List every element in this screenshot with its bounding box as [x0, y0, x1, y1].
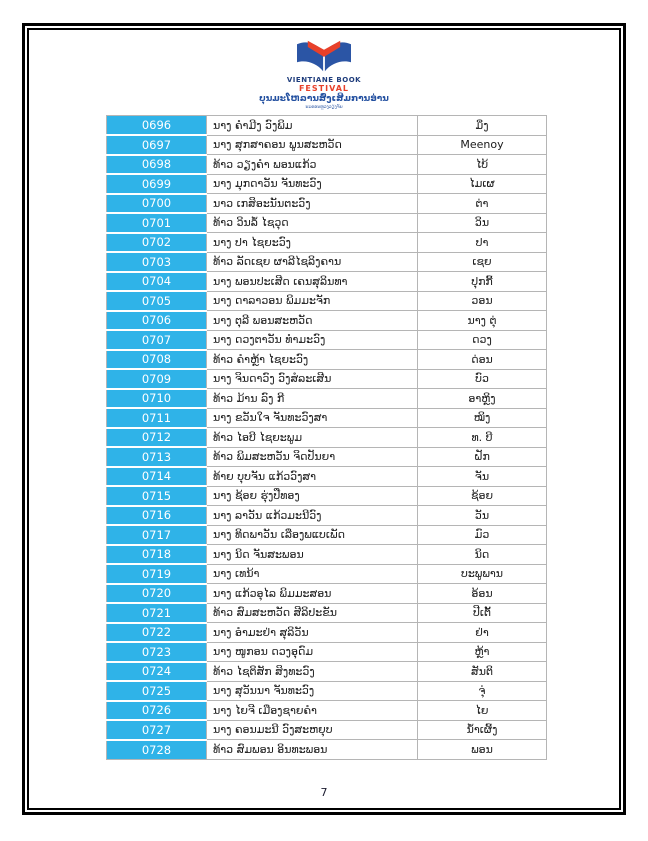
- participant-id-cell: 0722: [107, 623, 207, 643]
- participant-name-cell: ທ້າວ ວຽງຄຳ ພອນແກ້ວ: [207, 155, 418, 175]
- participant-name-cell: ນາງ ສຸກສາຄອນ ພູນສະຫວັດ: [207, 135, 418, 155]
- participant-name-cell: ນາງ ຄອນມະນີ ວົງສະຫຍຸບ: [207, 720, 418, 740]
- table-row: [107, 311, 547, 331]
- participant-id-cell: 0714: [107, 467, 207, 487]
- table-row: [107, 155, 547, 175]
- participant-nickname-cell: ບົວ: [418, 369, 547, 389]
- table-row: [107, 467, 547, 487]
- participant-id-cell: 0723: [107, 642, 207, 662]
- participant-name-cell: ທ້າວ ມ້ານ ລົງ ກີ: [207, 389, 418, 409]
- participant-nickname-cell: ຝັກ: [418, 447, 547, 467]
- table-row: [107, 272, 547, 292]
- participant-id-cell: 0703: [107, 252, 207, 272]
- participant-id-cell: 0711: [107, 408, 207, 428]
- participant-id-cell: 0705: [107, 291, 207, 311]
- participant-nickname-cell: ໄບ້: [418, 155, 547, 175]
- table-row: [107, 369, 547, 389]
- participant-name-cell: ນາງ ຕຸລີ ພອນສະຫວັດ: [207, 311, 418, 331]
- participant-id-cell: 0726: [107, 701, 207, 721]
- participant-nickname-cell: ໝິງ: [418, 408, 547, 428]
- open-book-icon: [295, 38, 353, 74]
- participant-id-cell: 0696: [107, 116, 207, 136]
- participant-nickname-cell: ໄຍ: [418, 701, 547, 721]
- logo-subtitle: FESTIVAL: [298, 84, 350, 94]
- participant-name-cell: ນາງ ທິດພາວັນ ເລືອງພແບເພັດ: [207, 525, 418, 545]
- table-row: [107, 642, 547, 662]
- participant-name-cell: ນາງ ຊ້ອຍ ຮຸ່ງປືທອງ: [207, 486, 418, 506]
- participant-nickname-cell: ອ້ອນ: [418, 584, 547, 604]
- logo-lao-subtitle: ນະຄອນຫຼວງວຽງຈັນ: [305, 104, 343, 110]
- participant-name-cell: ນາງ ສຸວັນນາ ຈັນທະວົງ: [207, 681, 418, 701]
- participant-name-cell: ນາງ ເທນ້າ: [207, 564, 418, 584]
- table-row: [107, 662, 547, 682]
- participant-id-cell: 0717: [107, 525, 207, 545]
- participant-id-cell: 0706: [107, 311, 207, 331]
- table-row: [107, 135, 547, 155]
- participant-nickname-cell: ດວງ: [418, 330, 547, 350]
- participant-id-cell: 0721: [107, 603, 207, 623]
- participant-name-cell: ນາວ ເກສິອະນັນຕະວົງ: [207, 194, 418, 214]
- participant-nickname-cell: ຢ່າ: [418, 623, 547, 643]
- participant-name-cell: ທ້າວ ໄຊຕິສັກ ສິງທະວົງ: [207, 662, 418, 682]
- participant-name-cell: ທ້າວ ໄອບີ ໄຊຍະພູມ: [207, 428, 418, 448]
- participant-name-cell: ນາງ ດາລາວອນ ພິມມະຈັກ: [207, 291, 418, 311]
- participant-nickname-cell: ສັນຕິ: [418, 662, 547, 682]
- table-row: [107, 428, 547, 448]
- participant-name-cell: ທ້າວ ວິນລໍ້ ໄຊວຸດ: [207, 213, 418, 233]
- participant-nickname-cell: ຈັນ: [418, 467, 547, 487]
- participant-nickname-cell: ຊ້ອຍ: [418, 486, 547, 506]
- participant-nickname-cell: ນາງ ຕຸ່: [418, 311, 547, 331]
- participant-name-cell: ນາງ ຈິນດາວົງ ວົງສໍລະເສີນ: [207, 369, 418, 389]
- participant-nickname-cell: ນ້ຳເຜິ້ງ: [418, 720, 547, 740]
- table-row: [107, 447, 547, 467]
- participant-id-cell: 0699: [107, 174, 207, 194]
- participant-id-cell: 0701: [107, 213, 207, 233]
- table-row: [107, 408, 547, 428]
- participant-name-cell: ນາງ ມຸກດາວັນ ຈັນທະວົງ: [207, 174, 418, 194]
- participant-name-cell: ນາງ ໜູກອນ ດວງອຸດົມ: [207, 642, 418, 662]
- participant-name-cell: ທ້າວ ສົມພອນ ອິນທະພອນ: [207, 740, 418, 760]
- participant-name-cell: ນາງ ພອນປະເສີດ ເຄນສຸລິນທາ: [207, 272, 418, 292]
- table-row: [107, 506, 547, 526]
- table-row: [107, 525, 547, 545]
- participant-id-cell: 0704: [107, 272, 207, 292]
- participant-nickname-cell: ເຊຍ: [418, 252, 547, 272]
- participant-id-cell: 0702: [107, 233, 207, 253]
- participant-id-cell: 0715: [107, 486, 207, 506]
- participant-nickname-cell: ຫຼ້າ: [418, 642, 547, 662]
- participant-id-cell: 0728: [107, 740, 207, 760]
- table-row: [107, 350, 547, 370]
- participant-nickname-cell: ວອນ: [418, 291, 547, 311]
- participant-name-cell: ນາງ ແກ້ວອຸໄລ ພິມມະສອນ: [207, 584, 418, 604]
- logo-title: VIENTIANE BOOK: [286, 76, 362, 84]
- participant-id-cell: 0700: [107, 194, 207, 214]
- participant-nickname-cell: ນິດ: [418, 545, 547, 565]
- participant-nickname-cell: ມິ່ງ: [418, 116, 547, 136]
- table-row: [107, 486, 547, 506]
- participant-nickname-cell: ຕ່າ: [418, 194, 547, 214]
- participant-id-cell: 0724: [107, 662, 207, 682]
- participant-name-cell: ນາງ ຂວັນໃຈ ຈັນທະວົງສາ: [207, 408, 418, 428]
- table-row: [107, 330, 547, 350]
- table-row: [107, 116, 547, 136]
- table-row: [107, 701, 547, 721]
- participant-nickname-cell: Meenoy: [418, 135, 547, 155]
- participant-nickname-cell: ປາ: [418, 233, 547, 253]
- participant-nickname-cell: ໄມເຜ: [418, 174, 547, 194]
- participant-id-cell: 0716: [107, 506, 207, 526]
- table-row: [107, 252, 547, 272]
- table-row: [107, 584, 547, 604]
- participant-id-cell: 0709: [107, 369, 207, 389]
- participant-nickname-cell: ທ. ບີ: [418, 428, 547, 448]
- table-row: [107, 603, 547, 623]
- participant-name-cell: ນາງ ອຳມະຢ່າ ສຸລິວັນ: [207, 623, 418, 643]
- participant-name-cell: ທ້າວ ສົມສະຫວັດ ສີລິປະຂັນ: [207, 603, 418, 623]
- festival-logo: [0, 38, 648, 110]
- participant-id-cell: 0708: [107, 350, 207, 370]
- participant-id-cell: 0720: [107, 584, 207, 604]
- participant-name-cell: ນາງ ລາວັນ ແກ້ວມະນີວົງ: [207, 506, 418, 526]
- participant-name-cell: ນາງ ນິດ ຈັນສະພອນ: [207, 545, 418, 565]
- participant-name-cell: ທ້າຍ ບຸບຈັນ ແກ້ວວົງສາ: [207, 467, 418, 487]
- participant-name-cell: ທ້າວ ຄຳຫຼ້າ ໄຊຍະວົງ: [207, 350, 418, 370]
- participant-name-cell: ນາງ ໄຍຈີ ເມືອງຊາຍຄຳ: [207, 701, 418, 721]
- participant-id-cell: 0719: [107, 564, 207, 584]
- participant-nickname-cell: ວິນ: [418, 213, 547, 233]
- participant-nickname-cell: ບະພູພານ: [418, 564, 547, 584]
- table-row: [107, 389, 547, 409]
- table-row: [107, 681, 547, 701]
- participants-table-body: [107, 116, 547, 760]
- participant-nickname-cell: ມົວ: [418, 525, 547, 545]
- table-row: [107, 720, 547, 740]
- table-row: [107, 564, 547, 584]
- participant-nickname-cell: ປຸກກີ້: [418, 272, 547, 292]
- table-row: [107, 623, 547, 643]
- participants-table: [106, 115, 547, 760]
- table-row: [107, 233, 547, 253]
- page-number: 7: [320, 786, 328, 799]
- participant-id-cell: 0697: [107, 135, 207, 155]
- table-row: [107, 545, 547, 565]
- participant-nickname-cell: ວັນ: [418, 506, 547, 526]
- participant-name-cell: ນາງ ຄຳມີງ ວົງພິມ: [207, 116, 418, 136]
- participant-id-cell: 0725: [107, 681, 207, 701]
- table-row: [107, 291, 547, 311]
- table-row: [107, 740, 547, 760]
- participant-id-cell: 0698: [107, 155, 207, 175]
- table-row: [107, 174, 547, 194]
- participant-nickname-cell: ພອນ: [418, 740, 547, 760]
- participant-name-cell: ນາງ ດວງຕາວັນ ທຳມະວົງ: [207, 330, 418, 350]
- table-row: [107, 194, 547, 214]
- participant-id-cell: 0710: [107, 389, 207, 409]
- participant-nickname-cell: ດ່ອນ: [418, 350, 547, 370]
- participant-id-cell: 0713: [107, 447, 207, 467]
- participant-name-cell: ທ້າວ ລັດເຊຍ ຜາລີໄຊລິງຄານ: [207, 252, 418, 272]
- participant-name-cell: ທ້າວ ພິມສະຫວັນ ຈິດປັນຍາ: [207, 447, 418, 467]
- participant-id-cell: 0707: [107, 330, 207, 350]
- participant-nickname-cell: ອາຫຼິງ: [418, 389, 547, 409]
- table-row: [107, 213, 547, 233]
- participant-id-cell: 0727: [107, 720, 207, 740]
- logo-lao-title: ບຸນມະໂຫລານສົ່ງເສີມການອ່ານ: [259, 94, 389, 105]
- participant-nickname-cell: ປີເຕັ້: [418, 603, 547, 623]
- participant-id-cell: 0718: [107, 545, 207, 565]
- participant-name-cell: ນາງ ປາ ໄຊຍະວົງ: [207, 233, 418, 253]
- participant-id-cell: 0712: [107, 428, 207, 448]
- participant-nickname-cell: ຈຸ່: [418, 681, 547, 701]
